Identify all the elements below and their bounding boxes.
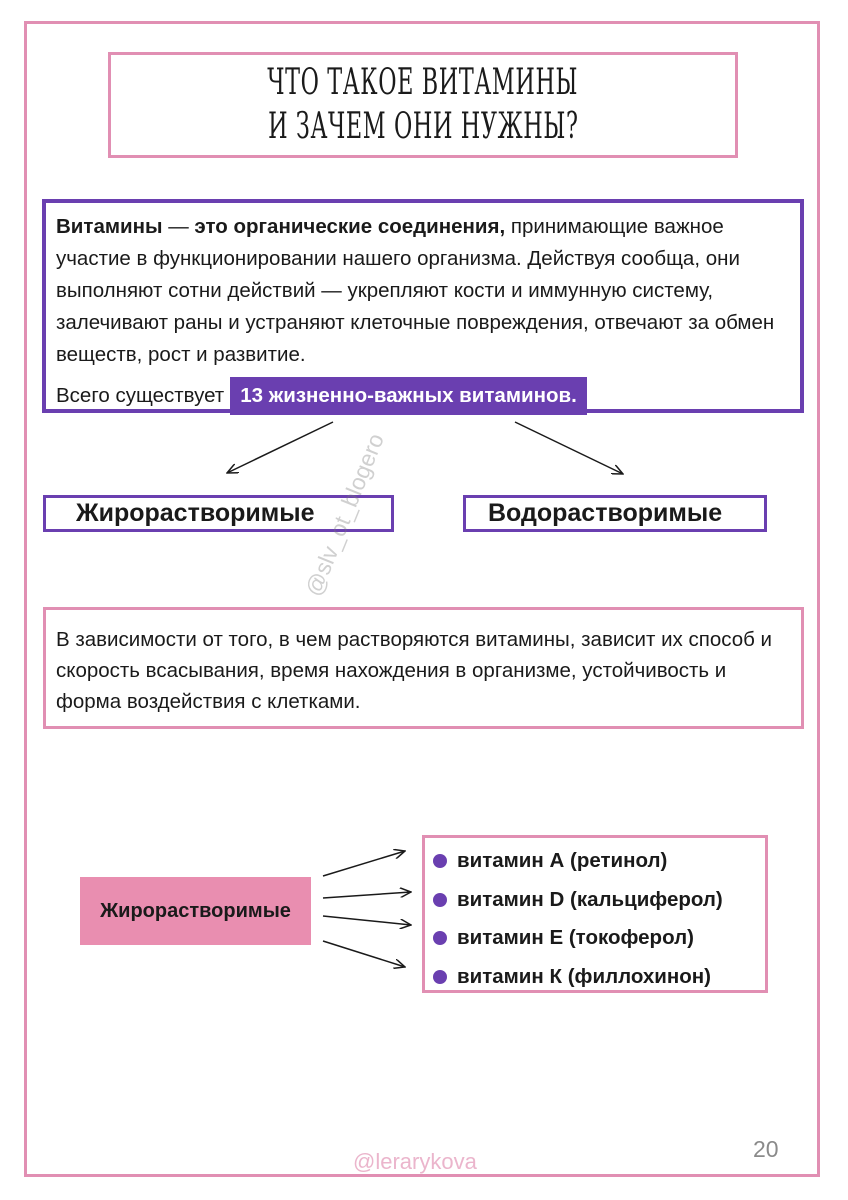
- vitamin-label: витамин Е (токоферол): [457, 926, 694, 950]
- fat-soluble-type-box: Жирорастворимые: [43, 495, 394, 532]
- vitamin-label: витамин А (ретинол): [457, 849, 668, 873]
- arrow-to-vitamin-a: [323, 851, 405, 876]
- arrow-to-fat-soluble: [227, 422, 333, 473]
- fat-soluble-label: Жирорастворимые: [80, 877, 311, 945]
- definition-bold-phrase: это органические соединения,: [194, 215, 506, 238]
- vitamin-label: витамин К (филлохинон): [457, 964, 711, 988]
- arrow-to-vitamin-d: [323, 892, 411, 898]
- total-highlight: 13 жизненно-важных витаминов.: [230, 377, 587, 415]
- definition-dash: —: [162, 215, 195, 238]
- page-number: 20: [753, 1136, 779, 1162]
- arrow-to-vitamin-k: [323, 941, 405, 967]
- definition-term: Витамины: [56, 215, 163, 238]
- arrow-to-water-soluble: [515, 422, 623, 474]
- water-soluble-type-box: Водорастворимые: [463, 495, 767, 532]
- definition-text: принимающие важное участие в функционировании нашего организма. Действуя сообща, они выполняют сотни действий — укрепляют кости и иммунную систему, залечивают раны и устраняют клеточные повреждения, отвечают за обмен веществ, рост и развитие.: [56, 215, 775, 366]
- total-prefix: Всего существует: [56, 384, 225, 407]
- arrow-to-vitamin-e: [323, 916, 411, 925]
- vitamin-label: витамин D (кальциферол): [457, 887, 723, 911]
- author-handle: @lerarykova: [353, 1149, 477, 1174]
- page-title-line-1: ЧТО ТАКОЕ ВИТАМИНЫ: [267, 62, 579, 103]
- page-title-line-2: И ЗАЧЕМ ОНИ НУЖНЫ?: [267, 106, 579, 147]
- watermark: @slv_ot_blogero: [300, 429, 389, 600]
- info-text: В зависимости от того, в чем растворяются витамины, зависит их способ и скорость всасывания, время нахождения в организме, устойчивость и форма воздействия с клетками.: [56, 628, 773, 713]
